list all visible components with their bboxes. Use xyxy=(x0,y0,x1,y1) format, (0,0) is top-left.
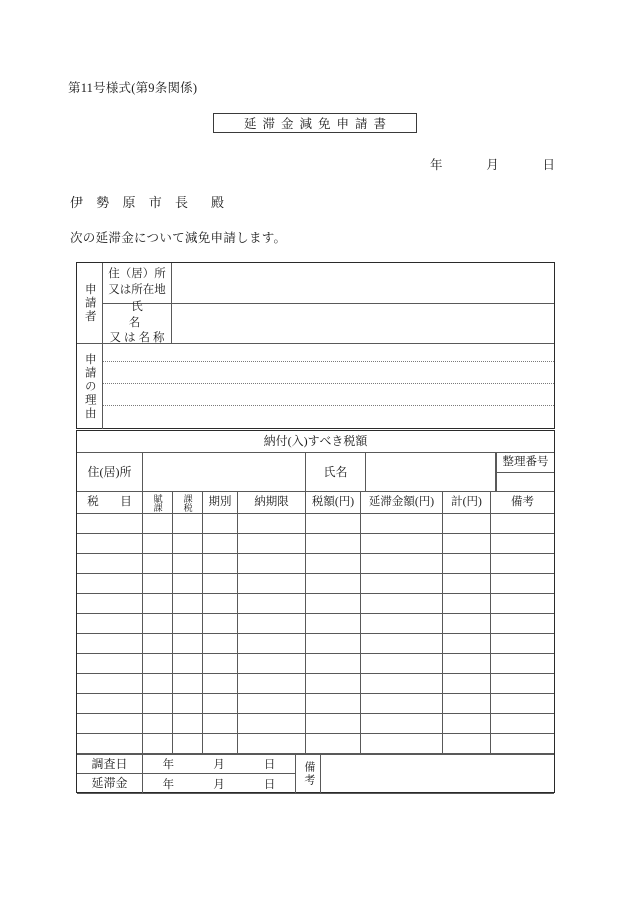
cell-due-date[interactable] xyxy=(238,674,306,694)
applicant-name-label xyxy=(103,301,181,345)
reason-writing-line xyxy=(103,383,554,384)
cell-remarks[interactable] xyxy=(491,574,554,594)
table-row xyxy=(77,714,554,734)
cell-delinquency-amount[interactable] xyxy=(361,554,443,574)
cell-tax-item[interactable] xyxy=(77,534,143,554)
cell-due-date[interactable] xyxy=(238,694,306,714)
footer-remarks-label: 備考 xyxy=(296,754,321,794)
cell-delinquency-amount[interactable] xyxy=(361,694,443,714)
cell-tax-amount[interactable] xyxy=(306,594,361,614)
cell-remarks[interactable] xyxy=(491,714,554,734)
column-header-tax-item-label: 税 目 xyxy=(87,496,137,509)
cell-tax-item[interactable] xyxy=(77,554,143,574)
cell-remarks[interactable] xyxy=(491,614,554,634)
table-row xyxy=(77,594,554,614)
cell-total[interactable] xyxy=(443,634,491,654)
cell-tax-item[interactable] xyxy=(77,674,143,694)
date-year-label: 年 xyxy=(430,158,443,172)
survey-date-month[interactable]: 月 xyxy=(213,759,225,771)
cell-total[interactable] xyxy=(443,554,491,574)
cell-levy[interactable] xyxy=(143,594,173,614)
footer-remarks-value[interactable] xyxy=(321,754,554,794)
delinquency-date-year[interactable]: 年 xyxy=(162,778,175,791)
cell-period[interactable] xyxy=(203,674,238,694)
column-header-tax-amount: 税額(円) xyxy=(306,492,361,514)
cell-due-date[interactable] xyxy=(238,574,306,594)
cell-delinquency-amount[interactable] xyxy=(361,654,443,674)
cell-remarks[interactable] xyxy=(491,554,554,574)
delinquency-date-day[interactable]: 日 xyxy=(263,778,276,791)
applicant-address-value[interactable] xyxy=(172,263,554,304)
reference-number-value[interactable] xyxy=(496,473,554,492)
cell-delinquency-amount[interactable] xyxy=(361,534,443,554)
cell-tax-amount[interactable] xyxy=(306,734,361,754)
column-header-taxation-label: 課税 xyxy=(182,493,193,512)
column-header-period: 期別 xyxy=(203,492,238,514)
cell-remarks[interactable] xyxy=(491,734,554,754)
cell-due-date[interactable] xyxy=(238,714,306,734)
table-row xyxy=(77,554,554,574)
cell-period[interactable] xyxy=(203,714,238,734)
applicant-address-label-line1: 住（居）所 xyxy=(108,268,166,281)
applicant-section-label: 申請者 xyxy=(77,263,103,344)
applicant-name-label-line1: 氏 名 xyxy=(128,301,181,329)
date-month-label: 月 xyxy=(486,158,499,172)
cell-taxation[interactable] xyxy=(173,534,203,554)
cell-taxation[interactable] xyxy=(173,674,203,694)
column-header-tax-item xyxy=(77,492,143,514)
cell-levy[interactable] xyxy=(143,514,173,534)
cell-total[interactable] xyxy=(443,714,491,734)
cell-total[interactable] xyxy=(443,674,491,694)
reason-writing-line xyxy=(103,361,554,362)
column-header-levy xyxy=(143,492,173,514)
cell-tax-amount[interactable] xyxy=(306,634,361,654)
survey-date-day[interactable]: 日 xyxy=(263,759,276,771)
cell-due-date[interactable] xyxy=(238,554,306,574)
cell-total[interactable] xyxy=(443,574,491,594)
cell-tax-item[interactable] xyxy=(77,654,143,674)
cell-delinquency-amount[interactable] xyxy=(361,514,443,534)
applicant-reason-label: 申請の理由 xyxy=(77,344,103,429)
cell-levy[interactable] xyxy=(143,734,173,754)
cell-taxation[interactable] xyxy=(173,654,203,674)
addressee: 伊 勢 原 市 長 殿 xyxy=(70,195,230,210)
cell-levy[interactable] xyxy=(143,614,173,634)
cell-tax-item[interactable] xyxy=(77,734,143,754)
cell-tax-amount[interactable] xyxy=(306,714,361,734)
applicant-address-label xyxy=(103,263,172,304)
lead-text: 次の延滞金について減免申請します。 xyxy=(70,231,287,245)
cell-taxation[interactable] xyxy=(173,714,203,734)
cell-total[interactable] xyxy=(443,594,491,614)
cell-levy[interactable] xyxy=(143,634,173,654)
cell-delinquency-amount[interactable] xyxy=(361,614,443,634)
tax-name-value[interactable] xyxy=(366,453,496,492)
cell-taxation[interactable] xyxy=(173,574,203,594)
cell-delinquency-amount[interactable] xyxy=(361,594,443,614)
tax-amount-table xyxy=(76,430,555,793)
cell-tax-amount[interactable] xyxy=(306,654,361,674)
reason-writing-line xyxy=(103,405,554,406)
tax-rows-container xyxy=(77,514,554,754)
applicant-address-label-line2: 又は所在地 xyxy=(108,284,166,296)
table-row xyxy=(77,654,554,674)
cell-total[interactable] xyxy=(443,734,491,754)
table-row xyxy=(77,674,554,694)
cell-tax-amount[interactable] xyxy=(306,694,361,714)
cell-tax-item[interactable] xyxy=(77,614,143,634)
tax-address-label: 住(居)所 xyxy=(77,453,143,492)
column-header-taxation xyxy=(173,492,203,514)
cell-due-date[interactable] xyxy=(238,734,306,754)
form-title: 延滞金減免申請書 xyxy=(243,117,392,131)
cell-levy[interactable] xyxy=(143,694,173,714)
cell-remarks[interactable] xyxy=(491,654,554,674)
cell-taxation[interactable] xyxy=(173,734,203,754)
cell-period[interactable] xyxy=(203,634,238,654)
survey-date-year[interactable]: 年 xyxy=(162,759,175,771)
table-row xyxy=(77,734,554,754)
cell-total[interactable] xyxy=(443,534,491,554)
cell-levy[interactable] xyxy=(143,674,173,694)
cell-delinquency-amount[interactable] xyxy=(361,574,443,594)
column-header-delinquency-amount: 延滞金額(円) xyxy=(361,492,443,514)
cell-tax-amount[interactable] xyxy=(306,554,361,574)
cell-taxation[interactable] xyxy=(173,694,203,714)
table-row xyxy=(77,694,554,714)
cell-period[interactable] xyxy=(203,534,238,554)
cell-remarks[interactable] xyxy=(491,694,554,714)
cell-due-date[interactable] xyxy=(238,534,306,554)
table-row xyxy=(77,634,554,654)
cell-period[interactable] xyxy=(203,554,238,574)
cell-period[interactable] xyxy=(203,594,238,614)
table-row xyxy=(77,534,554,554)
applicant-name-label-line2: 又は名称 xyxy=(109,332,168,345)
column-header-due-date: 納期限 xyxy=(238,492,306,514)
cell-total[interactable] xyxy=(443,514,491,534)
cell-tax-item[interactable] xyxy=(77,514,143,534)
cell-delinquency-amount[interactable] xyxy=(361,634,443,654)
cell-period[interactable] xyxy=(203,694,238,714)
cell-taxation[interactable] xyxy=(173,614,203,634)
cell-delinquency-amount[interactable] xyxy=(361,734,443,754)
form-title-box xyxy=(213,113,417,133)
delinquency-date-label: 延滞金 xyxy=(77,774,143,794)
cell-taxation[interactable] xyxy=(173,594,203,614)
cell-period[interactable] xyxy=(203,574,238,594)
cell-due-date[interactable] xyxy=(238,654,306,674)
cell-levy[interactable] xyxy=(143,534,173,554)
cell-delinquency-amount[interactable] xyxy=(361,714,443,734)
cell-tax-amount[interactable] xyxy=(306,514,361,534)
tax-address-value[interactable] xyxy=(143,453,306,492)
cell-total[interactable] xyxy=(443,694,491,714)
cell-tax-item[interactable] xyxy=(77,574,143,594)
cell-tax-amount[interactable] xyxy=(306,674,361,694)
cell-tax-amount[interactable] xyxy=(306,534,361,554)
cell-delinquency-amount[interactable] xyxy=(361,674,443,694)
cell-due-date[interactable] xyxy=(238,634,306,654)
cell-remarks[interactable] xyxy=(491,674,554,694)
cell-period[interactable] xyxy=(203,654,238,674)
cell-due-date[interactable] xyxy=(238,614,306,634)
cell-remarks[interactable] xyxy=(491,534,554,554)
tax-name-label: 氏名 xyxy=(306,453,366,492)
cell-tax-item[interactable] xyxy=(77,594,143,614)
survey-date-label: 調査日 xyxy=(77,754,143,774)
cell-period[interactable] xyxy=(203,514,238,534)
cell-taxation[interactable] xyxy=(173,554,203,574)
cell-period[interactable] xyxy=(203,734,238,754)
cell-total[interactable] xyxy=(443,614,491,634)
cell-due-date[interactable] xyxy=(238,594,306,614)
column-header-levy-label: 賦課 xyxy=(152,493,163,512)
column-header-total: 計(円) xyxy=(443,492,491,514)
cell-levy[interactable] xyxy=(143,714,173,734)
cell-remarks[interactable] xyxy=(491,634,554,654)
table-row xyxy=(77,614,554,634)
reference-number-label: 整理番号 xyxy=(496,453,554,473)
cell-total[interactable] xyxy=(443,654,491,674)
cell-period[interactable] xyxy=(203,614,238,634)
cell-tax-amount[interactable] xyxy=(306,574,361,594)
delinquency-date-fields xyxy=(143,774,296,794)
cell-remarks[interactable] xyxy=(491,514,554,534)
applicant-name-value[interactable] xyxy=(172,304,554,344)
survey-date-fields xyxy=(143,754,296,774)
cell-levy[interactable] xyxy=(143,554,173,574)
cell-tax-item[interactable] xyxy=(77,634,143,654)
date-line xyxy=(430,155,555,173)
cell-taxation[interactable] xyxy=(173,634,203,654)
applicant-table xyxy=(76,262,555,429)
delinquency-date-month[interactable]: 月 xyxy=(213,778,225,791)
table-row xyxy=(77,574,554,594)
cell-tax-amount[interactable] xyxy=(306,614,361,634)
cell-levy[interactable] xyxy=(143,574,173,594)
cell-due-date[interactable] xyxy=(238,514,306,534)
table-row xyxy=(77,514,554,534)
cell-tax-item[interactable] xyxy=(77,694,143,714)
column-header-remarks: 備考 xyxy=(491,492,554,514)
cell-remarks[interactable] xyxy=(491,594,554,614)
cell-tax-item[interactable] xyxy=(77,714,143,734)
cell-taxation[interactable] xyxy=(173,514,203,534)
applicant-reason-value[interactable] xyxy=(103,344,554,429)
cell-levy[interactable] xyxy=(143,654,173,674)
tax-section-header: 納付(入)すべき税額 xyxy=(77,431,554,453)
form-number: 第11号様式(第9条関係) xyxy=(68,81,198,95)
date-day-label: 日 xyxy=(542,158,555,172)
